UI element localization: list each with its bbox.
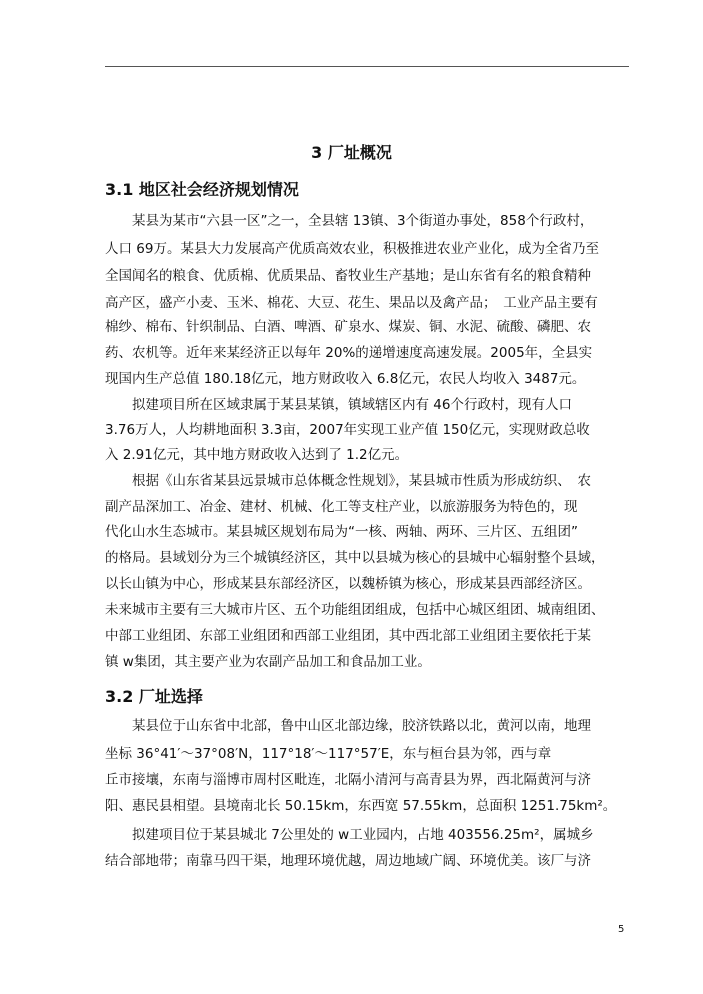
- header-rule: [105, 66, 629, 67]
- text-line: 中部工业组团、东部工业组团和西部工业组团，其中西北部工业组团主要依托于某: [105, 628, 591, 644]
- text-line: 入 2.91亿元，其中地方财政收入达到了 1.2亿元。: [105, 447, 409, 463]
- text-line: 某县为某市“六县一区”之一，全县辖 13镇、3个街道办事处，858个行政村，: [105, 213, 594, 229]
- text-line: 丘市接壤，东南与淄博市周村区毗连，北隔小清河与高青县为界，西北隔黄河与济: [105, 772, 591, 788]
- text-line: 结合部地带；南靠马四干渠，地理环境优越，周边地域广阔、环境优美。该厂与济: [105, 853, 591, 869]
- text-line: 高产区，盛产小麦、玉米、棉花、大豆、花生、果品以及禽产品； 工业产品主要有: [105, 295, 598, 311]
- text-line: 某县位于山东省中北部，鲁中山区北部边缘，胶济铁路以北，黄河以南，地理: [105, 718, 591, 734]
- text-line: 以长山镇为中心，形成某县东部经济区，以魏桥镇为核心，形成某县西部经济区。: [105, 576, 591, 592]
- text-line: 现国内生产总值 180.18亿元，地方财政收入 6.8亿元，农民人均收入 3487元。: [105, 371, 586, 387]
- text-line: 药、农机等。近年来某经济正以每年 20%的递增速度高速发展。2005年，全县实: [105, 345, 593, 361]
- text-line: 人口 69万。某县大力发展高产优质高效农业，积极推进农业产业化，成为全省乃至: [105, 241, 599, 257]
- text-line: 副产品深加工、冶金、建材、机械、化工等支柱产业，以旅游服务为特色的，现: [105, 499, 578, 515]
- text-line: 的格局。县域划分为三个城镇经济区，其中以县城为核心的县城中心辐射整个县域，: [105, 550, 605, 566]
- section-heading-3-2: 3.2 厂址选择: [105, 687, 203, 706]
- text-line: 拟建项目所在区域隶属于某县某镇，镇域辖区内有 46个行政村，现有人口: [105, 397, 572, 413]
- text-line: 代化山水生态城市。某县城区规划布局为“一核、两轴、两环、三片区、五组团”: [105, 524, 578, 540]
- text-line: 未来城市主要有三大城市片区、五个功能组团组成，包括中心城区组团、城南组团、: [105, 602, 605, 618]
- section-heading-3-1: 3.1 地区社会经济规划情况: [105, 180, 299, 199]
- chapter-title: 3 厂址概况: [311, 143, 392, 162]
- text-line: 阳、惠民县相望。县境南北长 50.15km，东西宽 57.55km，总面积 1251.75km²。: [105, 798, 617, 814]
- text-line: 拟建项目位于某县城北 7公里处的 w工业园内，占地 403556.25m²，属城乡: [105, 827, 594, 843]
- text-line: 根据《山东省某县远景城市总体概念性规划》，某县城市性质为形成纺织、 农: [105, 473, 591, 489]
- text-line: 3.76万人，人均耕地面积 3.3亩，2007年实现工业产值 150亿元，实现财政总收: [105, 422, 590, 438]
- text-line: 棉纱、棉布、针织制品、白酒、啤酒、矿泉水、煤炭、铜、水泥、硫酸、磷肥、农: [105, 319, 591, 335]
- text-line: 坐标 36°41′～37°08′N，117°18′～117°57′E，东与桓台县为邻，西与章: [105, 746, 552, 762]
- text-line: 全国闻名的粮食、优质棉、优质果品、畜牧业生产基地；是山东省有名的粮食精种: [105, 268, 591, 284]
- page-number: 5: [618, 924, 625, 935]
- text-line: 镇 w集团，其主要产业为农副产品加工和食品加工业。: [105, 654, 431, 670]
